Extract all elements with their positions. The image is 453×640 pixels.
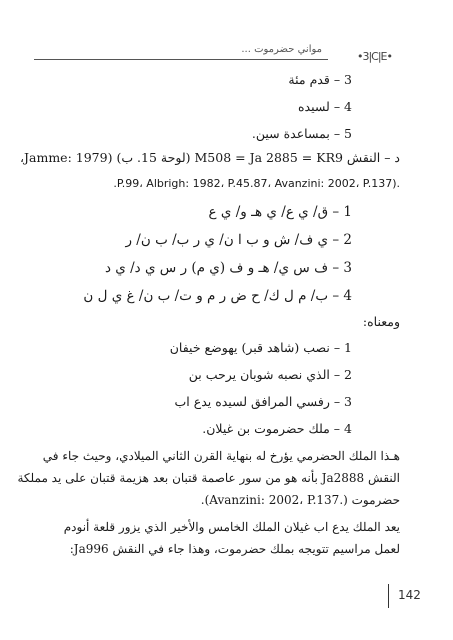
page-number: 142: [398, 588, 421, 602]
paragraph-line: حضرموت (.Avanzini: 2002، P.137).: [200, 493, 400, 507]
list-item: 4 – لسيده: [298, 99, 352, 114]
header-ornament: •3|C|E•: [356, 50, 392, 63]
inscription-references: .(P.99، Albrigh: 1982، P.45.87، Avanzini: 2002، P.137.: [113, 177, 400, 190]
transliteration-line: 1 – ق/ ي ع/ ي هـ و/ ي ع: [208, 204, 352, 220]
paragraph-line: يعد الملك يدع اب غيلان الملك الخامس والأخير الذي يزور قلعة أنودم: [63, 520, 400, 534]
paragraph-line: النقش Ja2888 بأنه هو من سور عاصمة قتبان بعد هزيمة قتبان على يد مملكة: [17, 471, 400, 485]
header-rule: [34, 59, 328, 60]
meaning-label: ومعناه:: [362, 314, 400, 329]
running-header: [34, 44, 392, 63]
transliteration-line: 3 – ف س ي/ هـ و ف (ي م) ر س ي د/ ي د: [104, 260, 352, 276]
header-title: مواني حضرموت ...: [241, 44, 322, 55]
list-item: 5 – بمساعدة سين.: [251, 126, 352, 141]
meaning-line: 4 – ملك حضرموت بن غيلان.: [202, 421, 352, 436]
transliteration-line: 2 – ي ف/ ش و ب ا ن/ ي ر ب/ ب ن/ ر: [125, 232, 352, 248]
meaning-line: 2 – الذي نصبه شوبان يرحب بن: [188, 367, 352, 382]
page-body: [17, 72, 400, 557]
meaning-line: 3 – رفسي المرافق لسيده يدع اب: [174, 394, 352, 409]
meaning-line: 1 – نصب (شاهد قبر) يهوضع خيفان: [169, 340, 352, 355]
transliteration-line: 4 – ب/ م ل ك/ ح ض ر م و ت/ ب ن/ غ ي ل ن: [83, 288, 352, 304]
paragraph-line: هـذا الملك الحضرمي يؤرخ له بنهاية القرن الثاني الميلادي، وحيث جاء في: [42, 449, 400, 463]
page-number-rule: [388, 584, 389, 608]
inscription-heading: د – النقش M508 = Ja 2885 = KR9 (لوحة 15. ب) (Jamme: 1979،: [19, 150, 400, 165]
list-item: 3 – قدم مئة: [288, 72, 352, 87]
paragraph-line: لعمل مراسيم تتويجه بملك حضرموت، وهذا جاء في النقش Ja996:: [69, 542, 400, 556]
